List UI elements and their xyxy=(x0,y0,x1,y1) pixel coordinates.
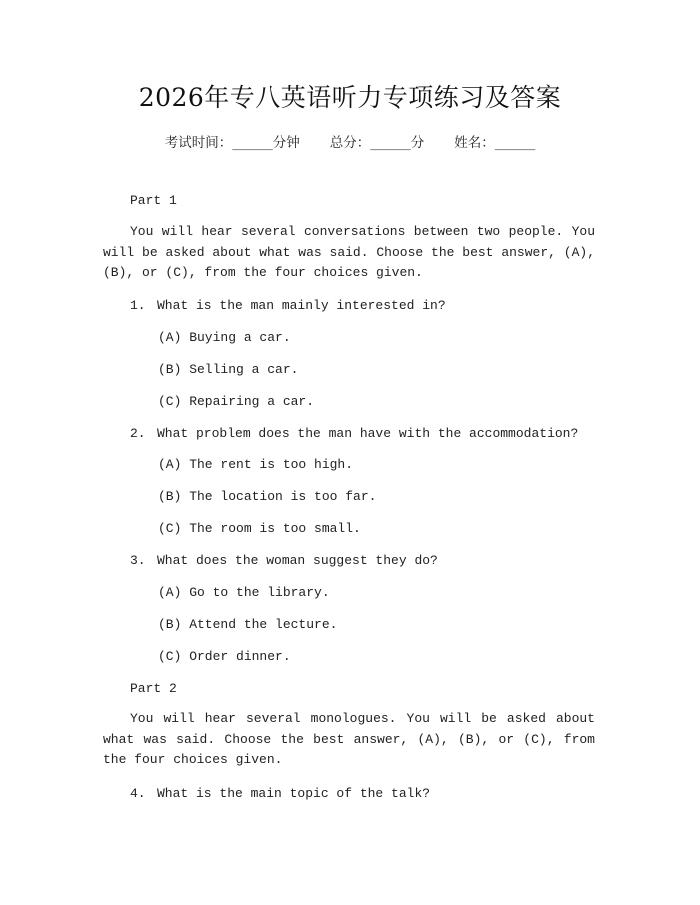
answer-option: (A) The rent is too high. xyxy=(158,457,354,472)
part1-heading: Part 1 xyxy=(130,193,177,208)
part2-instructions: You will hear several monologues. You will be asked about what was said. Choose the best answer, (A), (B), or (C), from the four choices given. xyxy=(103,711,595,767)
question-text: What is the man mainly interested in? xyxy=(157,298,446,313)
page-title: 2026年专八英语听力专项练习及答案 xyxy=(138,83,562,112)
name-label: 姓名：______ xyxy=(454,135,536,151)
answer-option: (B) The location is too far. xyxy=(158,489,377,504)
answer-option: (B) Selling a car. xyxy=(158,362,299,377)
part1-instructions: You will hear several conversations between two people. You will be asked about what was said. Choose the best answer, (A), (B), or (C), from the four choices given. xyxy=(103,224,595,280)
answer-option: (A) Go to the library. xyxy=(158,585,330,600)
answer-option: (C) Order dinner. xyxy=(158,649,291,664)
answer-option: (C) The room is too small. xyxy=(158,521,361,536)
question-text: What is the main topic of the talk? xyxy=(157,786,431,801)
answer-option: (C) Repairing a car. xyxy=(158,394,315,409)
question-text: What problem does the man have with the accommodation? xyxy=(157,426,579,441)
total-score-label: 总分：______分 xyxy=(329,135,425,151)
question-text: What does the woman suggest they do? xyxy=(157,553,438,568)
question-number: 1. xyxy=(130,298,146,313)
exam-meta xyxy=(0,131,700,151)
part2-heading: Part 2 xyxy=(130,681,177,696)
question-number: 2. xyxy=(130,426,146,441)
answer-option: (B) Attend the lecture. xyxy=(158,617,338,632)
answer-option: (A) Buying a car. xyxy=(158,330,291,345)
question-number: 4. xyxy=(130,786,146,801)
exam-time-label: 考试时间：______分钟 xyxy=(164,135,300,151)
question-number: 3. xyxy=(130,553,146,568)
